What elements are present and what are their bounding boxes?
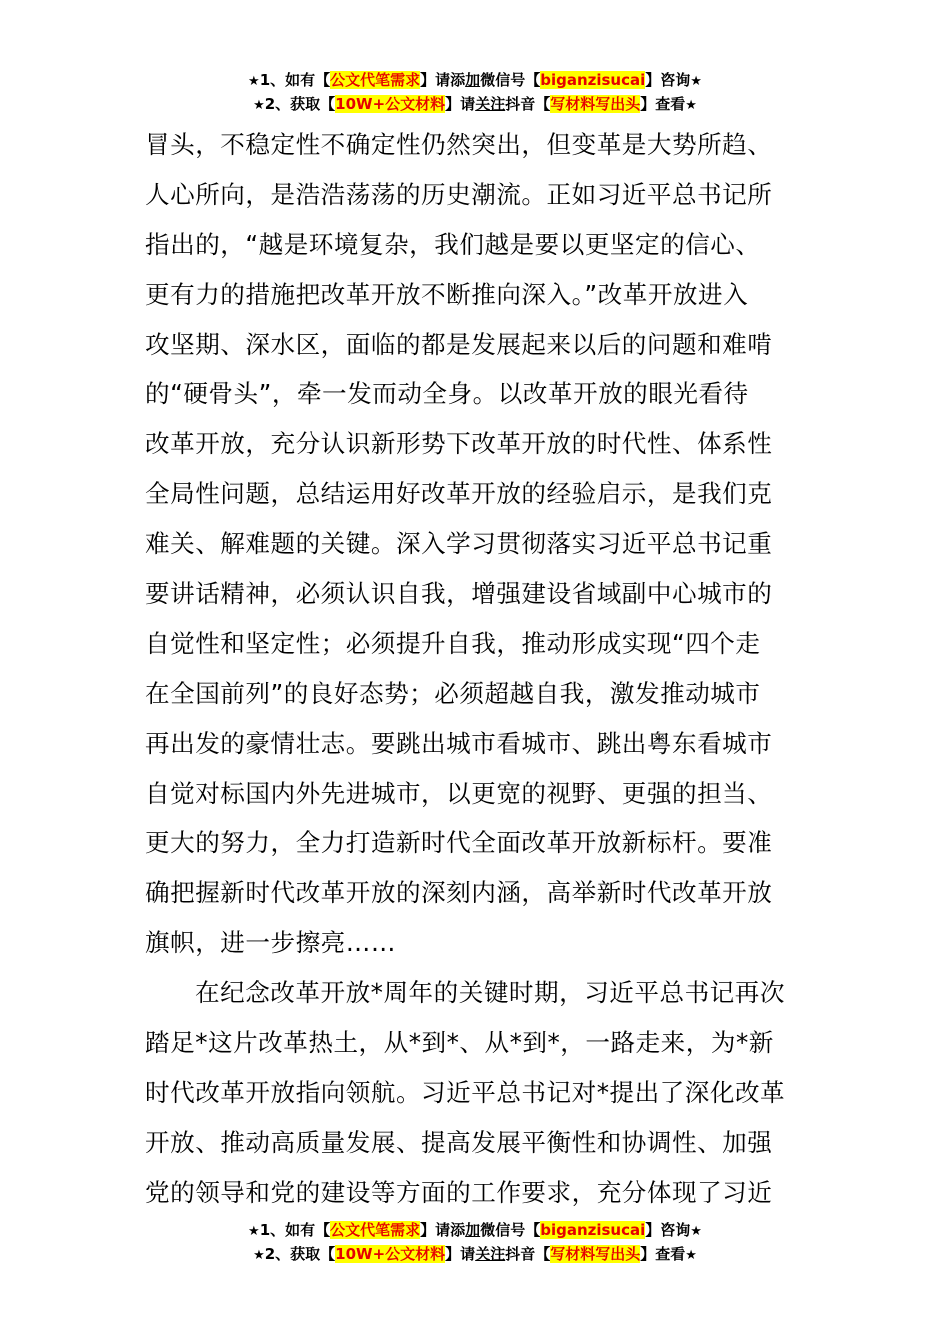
- banner-line2-prefix: 2、获取【: [264, 1245, 336, 1263]
- star-icon: ★: [690, 1224, 702, 1239]
- banner-line1-prefix: 1、如有【: [259, 1221, 331, 1239]
- text-line: 自觉性和坚定性；必须提升自我，推动形成实现“四个走: [145, 628, 761, 658]
- banner-line-2: [0, 1242, 950, 1266]
- text-line-indented: 在纪念改革开放*周年的关键时期，习近平总书记再次: [195, 978, 785, 1008]
- star-icon: ★: [685, 98, 697, 113]
- text-line: 改革开放，充分认识新形势下改革开放的时代性、体系性: [145, 429, 773, 459]
- text-line: 人心所向，是浩浩荡荡的历史潮流。正如习近平总书记所: [145, 179, 773, 209]
- banner-line-2: [0, 92, 950, 116]
- text-line: 自觉对标国内外先进城市，以更宽的视野、更强的担当、: [145, 778, 773, 808]
- banner-line1-highlight-1: 公文代笔需求: [330, 1221, 421, 1239]
- banner-line2-middle-1: 】请: [445, 95, 476, 113]
- text-line: 更有力的措施把改革开放不断推向深入。”改革开放进入: [145, 279, 749, 309]
- header-banner: [0, 68, 950, 116]
- text-line: 的“硬骨头”，牵一发而动全身。以改革开放的眼光看待: [145, 379, 749, 409]
- star-icon: ★: [248, 74, 260, 89]
- text-line: 难关、解难题的关键。深入学习贯彻落实习近平总书记重: [145, 529, 773, 559]
- banner-line2-middle-1: 】请: [445, 1245, 476, 1263]
- banner-line2-underline: 关注: [475, 95, 506, 113]
- banner-line2-highlight-1: 10W+公文材料: [335, 95, 446, 113]
- paragraph-1: [145, 120, 807, 968]
- star-icon: ★: [690, 74, 702, 89]
- star-icon: ★: [248, 1224, 260, 1239]
- banner-line1-middle-1: 】请添: [420, 1221, 466, 1239]
- paragraph-2: [145, 968, 807, 1217]
- banner-line1-prefix: 1、如有【: [259, 71, 331, 89]
- text-line: 在全国前列”的良好态势；必须超越自我，激发推动城市: [145, 678, 761, 708]
- banner-line1-highlight-2: biganzisucai: [540, 71, 646, 89]
- banner-line1-underline: 加: [465, 71, 481, 89]
- banner-line1-highlight-1: 公文代笔需求: [330, 71, 421, 89]
- text-line: 党的领导和党的建设等方面的工作要求，充分体现了习近: [145, 1177, 773, 1207]
- banner-line2-highlight-2: 写材料写出头: [550, 1245, 641, 1263]
- text-line: 再出发的豪情壮志。要跳出城市看城市、跳出粤东看城市: [145, 728, 773, 758]
- banner-line2-highlight-2: 写材料写出头: [550, 95, 641, 113]
- text-line: 时代改革开放指向领航。习近平总书记对*提出了深化改革: [145, 1077, 786, 1107]
- text-line: 要讲话精神，必须认识自我，增强建设省域副中心城市的: [145, 579, 773, 609]
- banner-line1-middle-1: 】请添: [420, 71, 466, 89]
- banner-line1-suffix: 】咨询: [645, 71, 691, 89]
- banner-line1-highlight-2: biganzisucai: [540, 1221, 646, 1239]
- banner-line2-middle-2: 抖音【: [505, 95, 551, 113]
- text-line: 开放、推动高质量发展、提高发展平衡性和协调性、加强: [145, 1127, 773, 1157]
- banner-line1-suffix: 】咨询: [645, 1221, 691, 1239]
- banner-line1-middle-2: 微信号【: [480, 1221, 541, 1239]
- text-line: 踏足*这片改革热土，从*到*、从*到*，一路走来，为*新: [145, 1028, 774, 1058]
- banner-line2-suffix: 】查看: [640, 1245, 686, 1263]
- star-icon: ★: [253, 98, 265, 113]
- text-line: 全局性问题，总结运用好改革开放的经验启示，是我们克: [145, 479, 773, 509]
- banner-line2-highlight-1: 10W+公文材料: [335, 1245, 446, 1263]
- banner-line1-middle-2: 微信号【: [480, 71, 541, 89]
- banner-line1-underline: 加: [465, 1221, 481, 1239]
- banner-line-1: [0, 68, 950, 92]
- text-line: 旗帜，进一步擦亮……: [145, 928, 396, 958]
- banner-line2-suffix: 】查看: [640, 95, 686, 113]
- banner-line-1: [0, 1218, 950, 1242]
- banner-line2-underline: 关注: [475, 1245, 506, 1263]
- banner-line2-middle-2: 抖音【: [505, 1245, 551, 1263]
- star-icon: ★: [253, 1248, 265, 1263]
- text-line: 确把握新时代改革开放的深刻内涵，高举新时代改革开放: [145, 878, 773, 908]
- star-icon: ★: [685, 1248, 697, 1263]
- footer-banner: [0, 1218, 950, 1266]
- text-line: 攻坚期、深水区，面临的都是发展起来以后的问题和难啃: [145, 329, 773, 359]
- text-line: 指出的，“越是环境复杂，我们越是要以更坚定的信心、: [145, 229, 761, 259]
- document-body: [145, 120, 807, 1218]
- text-line: 更大的努力，全力打造新时代全面改革开放新标杆。要准: [145, 828, 773, 858]
- banner-line2-prefix: 2、获取【: [264, 95, 336, 113]
- text-line: 冒头，不稳定性不确定性仍然突出，但变革是大势所趋、: [145, 130, 773, 159]
